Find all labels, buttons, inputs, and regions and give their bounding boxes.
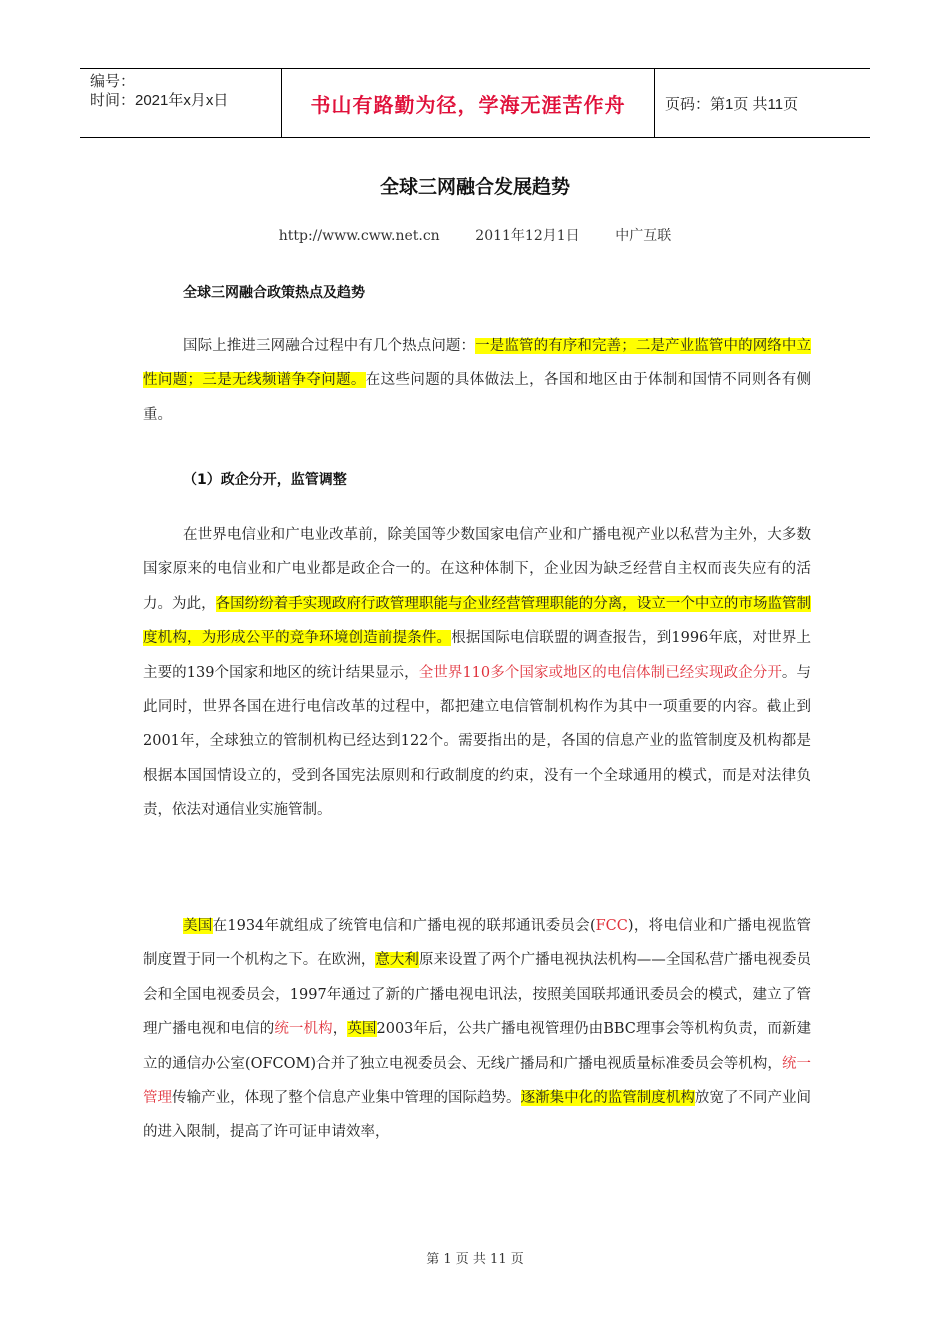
paragraph-2-text (143, 518, 811, 828)
text-run: ， (332, 1021, 348, 1038)
source-url: http://www.cww.net.cn (278, 228, 440, 244)
text-run: 国际上推进三网融合过程中有几个热点问题： (183, 338, 476, 354)
paragraph-2 (143, 518, 811, 828)
paragraph-3-text (143, 909, 811, 1150)
text-run: 传输产业，体现了整个信息产业集中管理的国际趋势。 (172, 1090, 521, 1107)
red-emphasis-text: FCC (595, 918, 628, 934)
highlighted-text: 各国纷纷着手实现政府行政管理职能与企业经营管理职能的分离，设立一个中立的市场监管制度机构，为形成公平的竞争环境创造前提条件。 (143, 595, 812, 647)
page-header (80, 68, 870, 138)
text-run: 在1934年就组成了统管电信和广播电视的联邦通讯委员会( (212, 918, 596, 934)
text-run: )，将电信业和广播电视监管制度置于同一个机构之下。在欧洲， (143, 918, 812, 969)
section-heading: 全球三网融合政策热点及趋势 (183, 285, 365, 301)
header-page-label: 页码：第1页 共11页 (665, 95, 799, 113)
header-time-label: 时间：2021年x月x日 (90, 92, 229, 109)
text-run: 根据国际电信联盟的调查报告，到1996年底，对世界上主要的139个国家和地区的统计结果显示， (143, 630, 812, 681)
text-run: 原来设置了两个广播电视执法机构——全国私营广播电视委员会和全国电视委员会，1997年通过了新的广播电视电讯法，按照美国联邦通讯委员会的模式，建立了管理广播电视和电信的 (143, 952, 812, 1038)
document-meta (0, 225, 950, 245)
text-run: 2003年后，公共广播电视管理仍由BBC理事会等机构负责，而新建立的通信办公室(OFCOM)合并了独立电视委员会、无线广播局和广播电视质量标准委员会等机构， (143, 1021, 812, 1072)
publisher: 中广互联 (615, 228, 672, 244)
red-emphasis-text: 全世界110多个国家或地区的电信体制已经实现政企分开 (418, 664, 782, 681)
paragraph-1 (143, 329, 811, 432)
header-motto: 书山有路勤为径，学海无涯苦作舟 (282, 69, 655, 137)
highlighted-text: 美国 (183, 918, 213, 934)
header-info-cell (80, 69, 282, 137)
paragraph-3 (143, 909, 811, 1150)
sub-heading: （1）政企分开，监管调整 (183, 472, 347, 488)
text-run: 在世界电信业和广电业改革前，除美国等少数国家电信产业和广播电视产业以私营为主外，大多数国家原来的电信业和广电业都是政企合一的。在这种体制下，企业因为缺乏经营自主权而丧失应有的活力。为此， (143, 527, 811, 612)
highlighted-text: 逐渐集中化的监管制度机构 (520, 1090, 695, 1107)
red-emphasis-text: 统一机构 (274, 1021, 333, 1038)
red-emphasis-text: 统一管理 (143, 1055, 811, 1107)
publish-date: 2011年12月1日 (475, 228, 580, 244)
header-number-label: 编号： (90, 73, 136, 90)
highlighted-text: 意大利 (375, 952, 419, 969)
highlighted-text: 一是监管的有序和完善；二是产业监管中的网络中立性问题；三是无线频谱争夺问题。 (143, 338, 812, 389)
text-run: 。与此同时，世界各国在进行电信改革的过程中，都把建立电信管制机构作为其中一项重要的内容。截止到2001年，全球独立的管制机构已经达到122个。需要指出的是，各国的信息产业的监管制度及机构都是根据本国国情设立的，受到各国宪法原则和行政制度的约束，没有一个全球通用的模式，而是对法律负责，依法对通信业实施管制。 (143, 664, 811, 819)
highlighted-text: 英国 (347, 1021, 377, 1038)
page-footer: 第 1 页 共 11 页 (426, 1252, 524, 1267)
text-run: 在这些问题的具体做法上，各国和地区由于体制和国情不同则各有侧重。 (143, 372, 812, 423)
document-title: 全球三网融合发展趋势 (379, 176, 570, 198)
paragraph-1-text (143, 329, 811, 432)
text-run: 放宽了不同产业间的进入限制，提高了许可证申请效率， (143, 1090, 811, 1141)
